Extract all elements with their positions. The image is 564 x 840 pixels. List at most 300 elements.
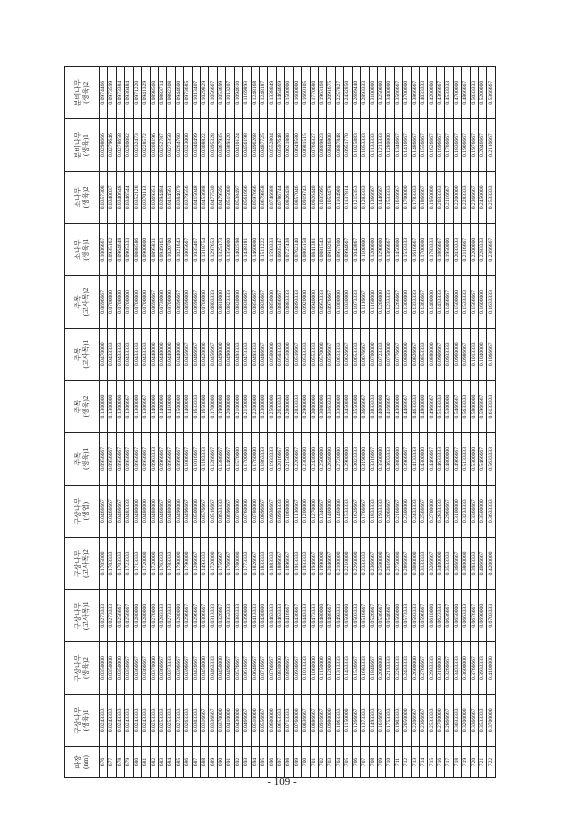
table-row	[302, 67, 310, 778]
wavelength-cell: 680	[133, 747, 141, 778]
value-cell: 0.2100000	[234, 380, 242, 432]
value-cell: 0.0414561	[167, 171, 175, 223]
value-cell: 0.0623333	[436, 590, 444, 642]
column-header: 구상나무 (생엽)	[65, 485, 100, 537]
value-cell: 0.0496667	[226, 642, 234, 694]
value-cell: 0.0253333	[167, 694, 175, 746]
value-cell: 0.1013207	[226, 67, 234, 119]
value-cell: 0.0716667	[260, 642, 268, 694]
value-cell: 0.0826667	[411, 328, 419, 380]
value-cell: 0.2689440	[352, 67, 360, 119]
column-header: 주목 (고사목)1	[65, 328, 100, 380]
value-cell: 0.3866667	[411, 67, 419, 119]
value-cell: 0.0556667	[260, 694, 268, 746]
value-cell: 0.4800000	[420, 380, 428, 432]
value-cell: 0.4166667	[386, 380, 394, 432]
value-cell: 0.0956667	[108, 433, 116, 485]
wavelength-cell: 714	[420, 747, 428, 778]
value-cell: 0.1570000	[234, 433, 242, 485]
value-cell: 0.0760000	[293, 694, 301, 746]
column-header: 소나무 (생육)2	[65, 171, 100, 223]
value-cell: 0.1783333	[411, 171, 419, 223]
value-cell: 0.1043867	[352, 224, 360, 276]
value-cell: 0.0252787	[158, 119, 166, 171]
value-cell: 0.3200000	[462, 694, 470, 746]
value-cell: 0.0477530	[209, 171, 217, 223]
value-cell: 0.0596667	[420, 590, 428, 642]
value-cell: 0.0973685	[184, 67, 192, 119]
value-cell: 0.3100000	[453, 485, 461, 537]
value-cell: 0.1903333	[394, 694, 402, 746]
value-cell: 0.1060000	[310, 642, 318, 694]
table-row	[251, 67, 259, 778]
rotated-table-container	[64, 66, 496, 778]
value-cell: 0.0243333	[100, 694, 108, 746]
value-cell: 0.1400000	[150, 380, 158, 432]
value-cell: 0.1533333	[344, 485, 352, 537]
table-body	[100, 67, 496, 778]
value-cell: 0.0676667	[470, 590, 478, 642]
value-cell: 0.0986667	[462, 328, 470, 380]
value-cell: 0.1300000	[100, 380, 108, 432]
value-cell: 0.1720000	[142, 537, 150, 589]
value-cell: 0.0303333	[192, 694, 200, 746]
value-cell: 0.2500000	[268, 380, 276, 432]
table-row	[201, 67, 209, 778]
value-cell: 0.0886667	[310, 694, 318, 746]
value-cell: 0.0396667	[184, 642, 192, 694]
value-cell: 0.0883333	[285, 276, 293, 328]
wavelength-cell: 695	[260, 747, 268, 778]
value-cell: 0.1402598	[234, 224, 242, 276]
value-cell: 0.2700000	[436, 694, 444, 746]
value-cell: 0.0896667	[260, 485, 268, 537]
value-cell: 0.1533333	[386, 171, 394, 223]
value-cell: 0.4000000	[377, 380, 385, 432]
value-cell: 0.0352128	[133, 171, 141, 223]
value-cell: 0.1116667	[361, 276, 369, 328]
value-cell: 0.1433333	[344, 642, 352, 694]
wavelength-cell: 711	[394, 747, 402, 778]
value-cell: 0.4700000	[453, 67, 461, 119]
table-row	[260, 67, 268, 778]
value-cell: 0.2210000	[344, 537, 352, 589]
value-cell: 0.1990000	[318, 537, 326, 589]
value-cell: 0.0515000	[226, 171, 234, 223]
value-cell: 0.0463333	[268, 590, 276, 642]
value-cell: 0.5133333	[436, 380, 444, 432]
value-cell: 0.2366667	[470, 171, 478, 223]
value-cell: 0.0696667	[226, 485, 234, 537]
value-cell: 0.0496268	[251, 119, 259, 171]
value-cell: 0.2933333	[428, 642, 436, 694]
column-header: 소나무 (생육)1	[65, 224, 100, 276]
value-cell: 0.0836667	[243, 276, 251, 328]
table-row	[268, 67, 276, 778]
value-cell: 0.1266667	[209, 433, 217, 485]
value-cell: 0.1836667	[453, 119, 461, 171]
value-cell: 0.1366667	[369, 171, 377, 223]
value-cell: 0.2046667	[327, 537, 335, 589]
column-header: 구상나무 (생육)2	[65, 642, 100, 694]
value-cell: 0.0308822	[201, 119, 209, 171]
table-row	[142, 67, 150, 778]
value-cell: 0.0810000	[217, 276, 225, 328]
table-row	[445, 67, 453, 778]
value-cell: 0.0243333	[142, 694, 150, 746]
wavelength-cell: 712	[403, 747, 411, 778]
value-cell: 0.0390000	[243, 590, 251, 642]
value-cell: 0.1300000	[108, 380, 116, 432]
value-cell: 0.1063333	[335, 694, 343, 746]
value-cell: 0.0298666	[100, 119, 108, 171]
value-cell: 0.0880000	[428, 328, 436, 380]
value-cell: 0.1029829	[201, 67, 209, 119]
value-cell: 0.0430000	[234, 694, 242, 746]
value-cell: 0.1963168	[318, 67, 326, 119]
value-cell: 0.2766667	[420, 642, 428, 694]
value-cell: 0.1433333	[436, 276, 444, 328]
value-cell: 0.0440000	[158, 328, 166, 380]
value-cell: 0.0280000	[133, 590, 141, 642]
value-cell: 0.1005667	[184, 224, 192, 276]
value-cell: 0.0935162	[108, 224, 116, 276]
table-row	[125, 67, 133, 778]
value-cell: 0.0803333	[209, 276, 217, 328]
value-cell: 0.1053478	[327, 171, 335, 223]
value-cell: 0.0919743	[302, 171, 310, 223]
value-cell: 0.1137814	[344, 171, 352, 223]
value-cell: 0.2116667	[462, 224, 470, 276]
value-cell: 0.0953333	[318, 276, 326, 328]
wavelength-cell: 706	[352, 747, 360, 778]
column-header: 주목 (생육)2	[65, 380, 100, 432]
wavelength-cell: 677	[108, 747, 116, 778]
value-cell: 0.0830000	[234, 276, 242, 328]
value-cell: 0.0316667	[201, 694, 209, 746]
value-cell: 0.1290000	[377, 224, 385, 276]
value-cell: 0.3800000	[394, 433, 402, 485]
value-cell: 0.0700000	[108, 276, 116, 328]
value-cell: 0.2200000	[251, 380, 259, 432]
value-cell: 0.1616667	[377, 694, 385, 746]
value-cell: 0.5633333	[487, 433, 496, 485]
value-cell: 0.0264760	[175, 119, 183, 171]
value-cell: 0.3600000	[462, 642, 470, 694]
wavelength-cell: 702	[318, 747, 326, 778]
value-cell: 0.1486667	[411, 119, 419, 171]
value-cell: 0.0296667	[192, 590, 200, 642]
value-cell: 0.0480000	[133, 485, 141, 537]
value-cell: 0.0433333	[108, 328, 116, 380]
value-cell: 0.2866667	[403, 537, 411, 589]
value-cell: 0.0350000	[108, 642, 116, 694]
value-cell: 0.1410000	[167, 380, 175, 432]
value-cell: 0.2866667	[445, 694, 453, 746]
value-cell: 0.1346667	[318, 485, 326, 537]
value-cell: 0.2257827	[335, 67, 343, 119]
value-cell: 0.0973384	[116, 67, 124, 119]
value-cell: 0.0536667	[377, 590, 385, 642]
value-cell: 0.0503333	[352, 590, 360, 642]
value-cell: 0.1150000	[344, 694, 352, 746]
value-cell: 0.0830000	[276, 642, 284, 694]
value-cell: 0.0930484	[125, 67, 133, 119]
value-cell: 0.1416667	[403, 119, 411, 171]
value-cell: 0.0727438	[285, 224, 293, 276]
value-cell: 0.0920000	[302, 276, 310, 328]
value-cell: 0.0370000	[150, 642, 158, 694]
value-cell: 0.2366667	[487, 224, 496, 276]
value-cell: 0.3933333	[470, 537, 478, 589]
table-row	[310, 67, 318, 778]
value-cell: 0.1466667	[445, 276, 453, 328]
value-cell: 0.1566667	[470, 276, 478, 328]
value-cell: 0.1683333	[361, 642, 369, 694]
value-cell: 0.3566667	[394, 67, 402, 119]
value-cell: 0.5966667	[478, 380, 486, 432]
value-cell: 0.1013407	[192, 67, 200, 119]
value-cell: 0.1136667	[293, 485, 301, 537]
value-cell: 0.0941329	[142, 67, 150, 119]
wavelength-cell: 715	[428, 747, 436, 778]
value-cell: 0.0836667	[260, 276, 268, 328]
value-cell: 0.0410000	[226, 694, 234, 746]
value-cell: 0.2966667	[445, 485, 453, 537]
value-cell: 0.0466667	[116, 485, 124, 537]
value-cell: 0.2366667	[369, 537, 377, 589]
value-cell: 0.1946667	[310, 537, 318, 589]
value-cell: 0.1533333	[403, 224, 411, 276]
value-cell: 0.0956667	[125, 433, 133, 485]
value-cell: 0.0256667	[125, 590, 133, 642]
table-row	[192, 67, 200, 778]
value-cell: 0.0696667	[100, 276, 108, 328]
value-cell: 0.0487725	[260, 119, 268, 171]
value-cell: 0.0576667	[201, 485, 209, 537]
value-cell: 0.1200000	[369, 224, 377, 276]
value-cell: 0.4066667	[478, 537, 486, 589]
value-cell: 0.0976667	[327, 276, 335, 328]
value-cell: 0.1760000	[251, 433, 259, 485]
value-cell: 0.3700000	[403, 67, 411, 119]
value-cell: 0.0396667	[175, 642, 183, 694]
table-row	[487, 67, 496, 778]
value-cell: 0.0971220	[133, 67, 141, 119]
value-cell: 0.1313333	[335, 642, 343, 694]
value-cell: 0.2266667	[293, 433, 301, 485]
value-cell: 0.1215353	[352, 171, 360, 223]
value-cell: 0.0980000	[327, 694, 335, 746]
table-row	[226, 67, 234, 778]
value-cell: 0.0443333	[302, 590, 310, 642]
wavelength-cell: 717	[445, 747, 453, 778]
value-cell: 0.0433333	[125, 328, 133, 380]
value-cell: 0.5300000	[470, 433, 478, 485]
value-cell: 0.0696667	[192, 276, 200, 328]
value-cell: 0.0395328	[209, 119, 217, 171]
value-cell: 0.1906667	[462, 119, 470, 171]
value-cell: 0.0426667	[192, 642, 200, 694]
table-row	[478, 67, 486, 778]
value-cell: 0.0561666	[243, 171, 251, 223]
value-cell: 0.1536667	[352, 642, 360, 694]
column-header: 구상나무 (생육)1	[65, 694, 100, 746]
value-cell: 0.0960000	[453, 328, 461, 380]
value-cell: 0.3500000	[377, 433, 385, 485]
value-cell: 0.3133333	[420, 537, 428, 589]
value-cell: 0.2900000	[302, 380, 310, 432]
wavelength-cell: 710	[386, 747, 394, 778]
value-cell: 0.2720000	[335, 433, 343, 485]
table-row	[453, 67, 461, 778]
value-cell: 0.4200000	[487, 537, 496, 589]
value-cell: 0.2900000	[344, 433, 352, 485]
value-cell: 0.0882308	[167, 67, 175, 119]
value-cell: 0.2116667	[487, 119, 496, 171]
value-cell: 0.0306667	[201, 590, 209, 642]
value-cell: 0.0379556	[184, 171, 192, 223]
value-cell: 0.0273333	[100, 590, 108, 642]
value-cell: 0.2166667	[394, 485, 402, 537]
table-row	[285, 67, 293, 778]
value-cell: 0.0616667	[243, 642, 251, 694]
value-cell: 0.0613333	[335, 328, 343, 380]
value-cell: 0.1030000	[344, 276, 352, 328]
value-cell: 0.0926440	[310, 171, 318, 223]
value-cell: 0.0696667	[175, 276, 183, 328]
value-cell: 0.1386667	[217, 433, 225, 485]
value-cell: 0.0490000	[226, 328, 234, 380]
value-cell: 0.1700000	[209, 380, 217, 432]
value-cell: 0.0964648	[116, 224, 124, 276]
value-cell: 0.1790000	[175, 537, 183, 589]
value-cell: 0.0466667	[243, 694, 251, 746]
value-cell: 0.4033333	[420, 67, 428, 119]
value-cell: 0.5466667	[453, 380, 461, 432]
value-cell: 0.2033333	[436, 171, 444, 223]
value-cell: 0.0956667	[116, 433, 124, 485]
value-cell: 0.0350000	[116, 642, 124, 694]
value-cell: 0.1060000	[285, 485, 293, 537]
value-cell: 0.2433333	[403, 642, 411, 694]
value-cell: 0.0480000	[150, 485, 158, 537]
value-cell: 0.1833333	[260, 537, 268, 589]
value-cell: 0.0243333	[133, 694, 141, 746]
value-cell: 0.3266667	[428, 537, 436, 589]
value-cell: 0.1366667	[386, 224, 394, 276]
value-cell: 0.0369351	[150, 171, 158, 223]
value-cell: 0.2283333	[478, 224, 486, 276]
value-cell: 0.0966667	[158, 433, 166, 485]
value-cell: 0.3316667	[369, 433, 377, 485]
value-cell: 0.3033333	[453, 694, 461, 746]
value-cell: 0.1021643	[175, 224, 183, 276]
wavelength-cell: 693	[243, 747, 251, 778]
value-cell: 0.0228572	[142, 119, 150, 171]
value-cell: 0.4300000	[420, 433, 428, 485]
table-row	[344, 67, 352, 778]
value-cell: 0.2200000	[470, 224, 478, 276]
value-cell: 0.1705000	[100, 537, 108, 589]
value-cell: 0.1846667	[369, 642, 377, 694]
value-cell: 0.1460000	[184, 380, 192, 432]
value-cell: 0.0466667	[192, 328, 200, 380]
value-cell: 0.1346667	[394, 119, 402, 171]
column-header: 주목 (고사목)2	[65, 276, 100, 328]
value-cell: 0.1626667	[352, 485, 360, 537]
value-cell: 0.0253333	[158, 694, 166, 746]
value-cell: 0.0957600	[335, 224, 343, 276]
value-cell: 0.0826438	[285, 171, 293, 223]
value-cell: 0.2533333	[428, 694, 436, 746]
table-row	[411, 67, 419, 778]
value-cell: 0.0730000	[158, 276, 166, 328]
wavelength-cell: 690	[217, 747, 225, 778]
value-cell: 0.3833333	[369, 380, 377, 432]
value-cell: 0.3366667	[470, 485, 478, 537]
table-row	[133, 67, 141, 778]
value-cell: 0.0440000	[167, 328, 175, 380]
value-cell: 0.4633333	[411, 380, 419, 432]
value-cell: 0.2050000	[403, 694, 411, 746]
wavelength-cell: 698	[285, 747, 293, 778]
value-cell: 0.0366667	[158, 642, 166, 694]
value-cell: 0.1886667	[276, 537, 284, 589]
wavelength-cell: 718	[453, 747, 461, 778]
value-cell: 0.0700000	[125, 276, 133, 328]
value-cell: 0.1976667	[470, 119, 478, 171]
value-cell: 0.1696667	[436, 119, 444, 171]
value-cell: 0.0906667	[436, 328, 444, 380]
value-cell: 0.0576667	[234, 642, 242, 694]
value-cell: 0.0272350	[167, 119, 175, 171]
value-cell: 0.0356667	[125, 642, 133, 694]
value-cell: 0.1933333	[302, 537, 310, 589]
value-cell: 0.0463333	[276, 590, 284, 642]
value-cell: 0.0440000	[175, 328, 183, 380]
value-cell: 0.3366667	[470, 694, 478, 746]
wavelength-cell: 709	[377, 747, 385, 778]
value-cell: 0.1000000	[335, 276, 343, 328]
value-cell: 0.1200000	[302, 485, 310, 537]
value-cell: 0.0546667	[386, 590, 394, 642]
value-cell: 0.1703333	[116, 537, 124, 589]
value-cell: 0.1040000	[478, 328, 486, 380]
value-cell: 0.0760327	[310, 119, 318, 171]
value-cell: 0.2333333	[361, 537, 369, 589]
value-cell: 0.4466667	[428, 433, 436, 485]
wavelength-cell: 700	[302, 747, 310, 778]
value-cell: 0.1160000	[369, 276, 377, 328]
value-cell: 0.0500000	[268, 328, 276, 380]
value-cell: 0.0853333	[420, 328, 428, 380]
table-row	[394, 67, 402, 778]
value-cell: 0.1464669	[276, 67, 284, 119]
value-cell: 0.0841381	[310, 224, 318, 276]
value-cell: 0.0516667	[209, 485, 217, 537]
value-cell: 0.4100000	[487, 642, 496, 694]
value-cell: 0.0340499	[192, 119, 200, 171]
value-cell: 0.0626667	[344, 328, 352, 380]
value-cell: 0.0326667	[217, 590, 225, 642]
value-cell: 0.2800000	[285, 380, 293, 432]
value-cell: 0.1400000	[428, 276, 436, 328]
value-cell: 0.0473333	[310, 590, 318, 642]
value-cell: 0.0394484	[158, 171, 166, 223]
table-row	[462, 67, 470, 778]
value-cell: 0.0681515	[302, 119, 310, 171]
